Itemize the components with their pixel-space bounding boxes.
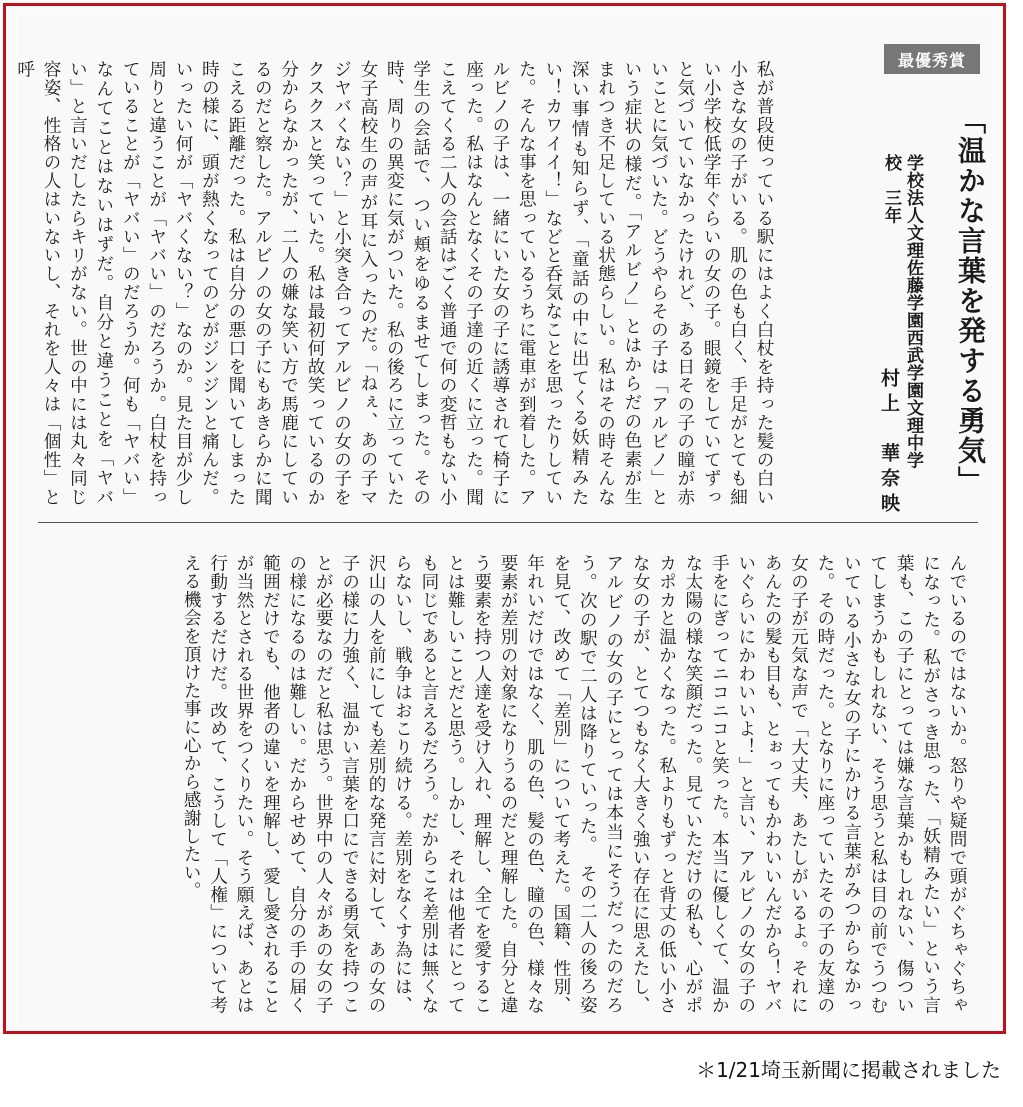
newspaper-clipping bbox=[14, 16, 992, 1024]
essay-title: 「温かな言葉を発する勇気」 bbox=[954, 106, 987, 496]
essay-body-lower: んでいるのではないか。怒りや疑問で頭がぐちゃぐちゃになった。私がさっき思った、「妖精みたい」という言葉も、この子にとっては嫌な言葉かもしれない、傷ついてしまうかもしれない、そう思うと私は目の前でうつむいている小さな女の子にかける言葉がみつからなかった。その時だった。となりに座っていたその子の友達の女の子が元気な声で「大丈夫、あたしがいるよ。それにあんたの髪も目も、とぉってもかわいいんだから！ヤバいぐらいにかわいいよ！」と言い、アルビノの女の子の手をにぎってニコニコと笑った。本当に優しくて、温かな太陽の様な笑顔だった。見ていただけの私も、心がポカポカと温かくなった。私よりもずっと背丈の低い小さな女の子が、とてつもなく大きく強い存在に思えたし、アルビノの女の子にとっては本当にそうだったのだろう。次の駅で二人は降りていった。 その二人の後ろ姿を見て、改めて「差別」について考えた。国籍、性別、年れいだけではなく、肌の色、髪の色、瞳の色、様々な要素が差別の対象になりうるのだと理解した。自分と違う要素を持つ人達を受け入れ、理解し、全てを愛することは難しいことだと思う。しかし、それは他者にとっても同じであると言えるだろう。だからこそ差別は無くならないし、戦争はおこり続ける。差別をなくす為には、沢山の人を前にしても差別的な発言に対して、あの女の子の様に力強く、温かい言葉を口にできる勇気を持つことが必要なのだと私は思う。世界中の人々があの女の子の様になるのは難しい。だからせめて、自分の手の届く範囲だけでも、他者の違いを理解し、愛し愛されることが当然とされる世界をつくりたい。そう願えば、あとは行動するだけだ。改めて、こうして「人権」について考える機会を頂けた事に心から感謝したい。 bbox=[181, 554, 967, 1014]
author-name: 村上 華奈映 bbox=[878, 368, 900, 518]
section-divider bbox=[38, 522, 978, 523]
article-frame bbox=[3, 3, 1006, 1034]
essay-body-upper: 私が普段使っている駅にはよく白杖を持った髪の白い小さな女の子がいる。肌の色も白く、手足がとても細い小学校低学年ぐらいの女の子。眼鏡をしていてずっと気づいていなかったけれど、ある日その子の瞳が赤いことに気づいた。どうやらその子は「アルビノ」という症状の様だ。「アルビノ」とはからだの色素が生まれつき不足している状態らしい。私はその時そんな深い事情も知らず、「童話の中に出てくる妖精みたい！カワイイ！」などと呑気なことを思ったりしていた。そんな事を思っているうちに電車が到着した。アルビノの子は、一緒にいた女の子に誘導されて椅子に座った。私はなんとなくその子達の近くに立った。聞こえてくる二人の会話はごく普通で何の変哲もない小学生の会話で、つい頬をゆるませてしまった。その時、周りの異変に気がついた。私の後ろに立っていた女子高校生の声が耳に入ったのだ。「ねぇ、あの子マジヤバくない？」と小突き合ってアルビノの女の子をクスクスと笑っていた。私は最初何故笑っているのか分からなかったが、二人の嫌な笑い方で馬鹿にしているのだと察した。アルビノの女の子にもあきらかに聞こえる距離だった。私は自分の悪口を聞いてしまった時の様に、頭が熱くなってのどがジンジンと痛んだ。いったい何が「ヤバくない？」なのか。見た目が少し周りと違うことが「ヤバい」のだろうか。白杖を持っていることが「ヤバい」のだろうか。何も「ヤバい」なんてことはないはずだ。自分と違うことを「ヤバい」と言いだしたらキリがない。世の中には丸々同じ容姿、性格の人はいないし、それを人々は「個性」と呼 bbox=[14, 60, 774, 506]
publication-caption: ＊1/21埼玉新聞に掲載されました bbox=[696, 1058, 1001, 1082]
school-name: 学校法人文理佐藤学園西武学園文理中学校 三年 bbox=[881, 154, 923, 469]
award-badge: 最優秀賞 bbox=[884, 44, 980, 74]
